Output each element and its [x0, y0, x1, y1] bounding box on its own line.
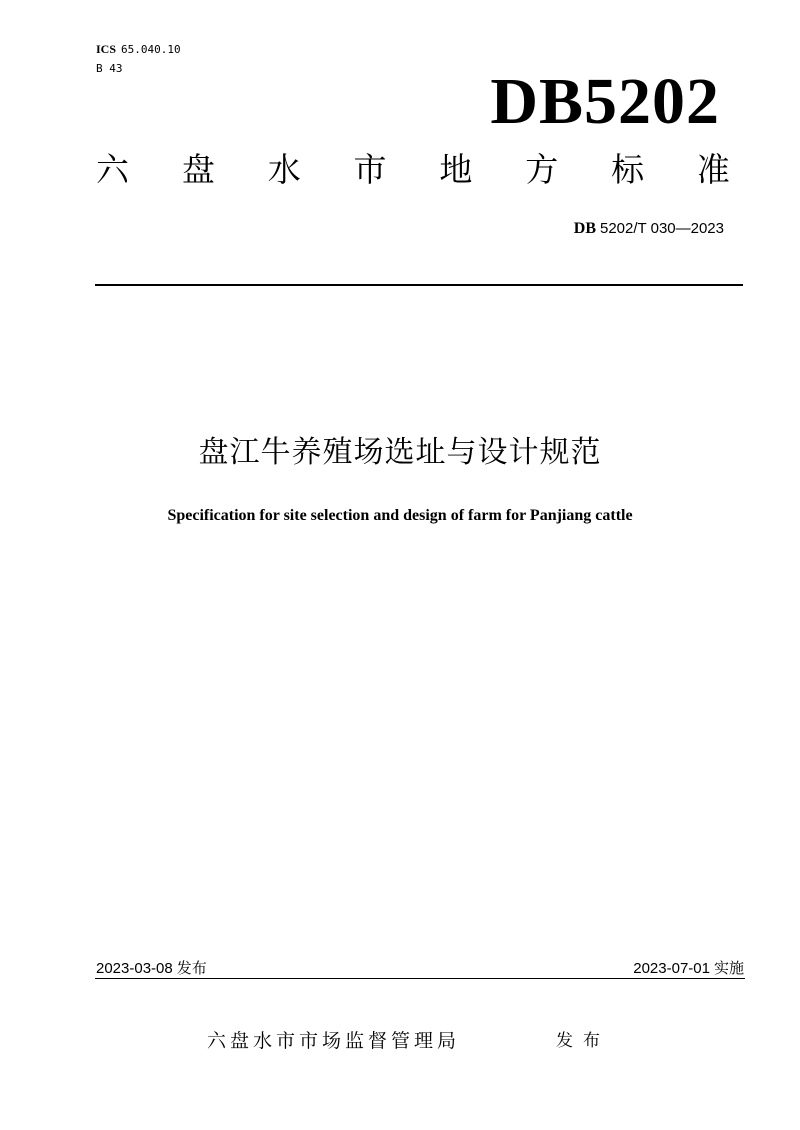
issue-date-value: 2023-03-08: [96, 960, 173, 977]
bottom-divider: [95, 978, 745, 979]
db-logo: DB5202: [490, 65, 720, 138]
top-divider: [95, 284, 743, 286]
ics-classification: [96, 42, 181, 57]
standard-type-heading: [96, 150, 730, 190]
standard-type-char: 准: [696, 150, 730, 189]
issue-date: [96, 958, 207, 979]
standard-type-char: 六: [96, 150, 129, 189]
ccs-code: B 43: [96, 62, 123, 75]
title-chinese: 盘江牛养殖场选址与设计规范: [198, 435, 602, 470]
issuer-name: 六盘水市市场监督管理局: [207, 1030, 461, 1052]
standard-type-char: 标: [611, 150, 645, 189]
standard-type-char: 方: [525, 150, 559, 189]
standard-type-char: 水: [267, 150, 301, 189]
ics-label: ICS: [96, 42, 117, 56]
title-english: Specification for site selection and design of farm for Panjiang cattle: [167, 507, 633, 524]
standard-number: [574, 218, 724, 239]
standard-type-char: 市: [353, 150, 387, 189]
issue-date-label: 发布: [176, 959, 207, 977]
standard-number-value: 5202/T 030—2023: [600, 220, 724, 237]
standard-number-prefix: DB: [573, 220, 596, 237]
issuer-action: 发布: [556, 1031, 610, 1051]
standard-type-char: 地: [439, 150, 473, 189]
standard-type-char: 盘: [181, 150, 215, 189]
implement-date: [633, 958, 744, 979]
implement-date-value: 2023-07-01: [633, 960, 710, 977]
implement-date-label: 实施: [713, 959, 744, 977]
ics-code: 65.040.10: [121, 43, 181, 56]
